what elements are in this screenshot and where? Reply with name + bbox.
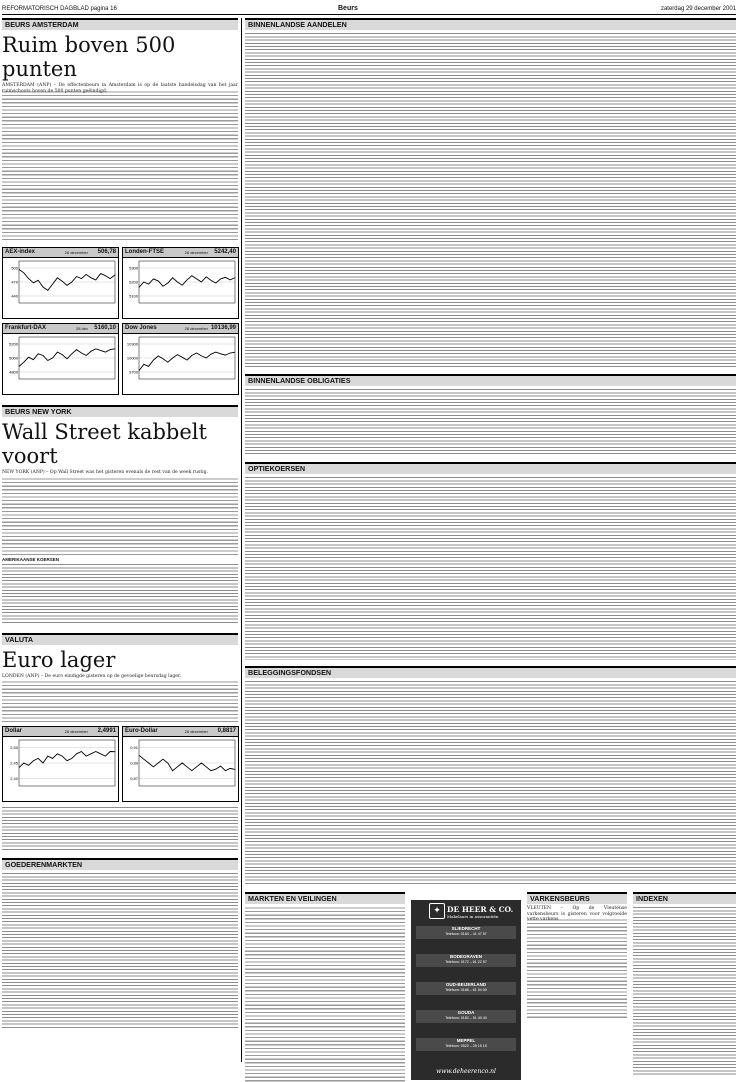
- table-goederenmarkten: [2, 872, 238, 1028]
- masthead-section: Beurs: [338, 5, 358, 12]
- y-tick-label: 440: [11, 293, 18, 299]
- indexen-column: [633, 892, 736, 1076]
- column-rule: [241, 18, 242, 1062]
- y-tick-label: 2,45: [10, 760, 18, 766]
- chart-plot: [123, 258, 238, 310]
- chart-value: 5160,10: [94, 325, 116, 331]
- chart-dax: [2, 323, 119, 395]
- ad-office-phone: Telefoon: 0184 – 41 47 57: [445, 932, 487, 936]
- chart-value: 10136,99: [210, 325, 236, 331]
- ad-office-town: GOUDA: [457, 1010, 475, 1015]
- advertisement-de-heer: [411, 900, 521, 1080]
- headline-amsterdam: Ruim boven 500 punten: [2, 33, 176, 81]
- y-tick-label: 5200: [9, 341, 18, 347]
- article-lead-varkensbeurs: VLEUTEN – Op de Vleutense varkensbeurs is gisteren voor volgroeide vette varkens: [527, 906, 627, 923]
- article-lead-amsterdam: AMSTERDAM (ANP) – De effectenbeurs in Amsterdam is op de laatste handelsdag van het jaar ruimschoots boven de 500 punten geëindigd.: [2, 83, 238, 94]
- section-goederenmarkten: GOEDERENMARKTEN: [2, 858, 238, 870]
- ad-office: [416, 954, 516, 967]
- chart-date: 28 december: [64, 250, 88, 255]
- series-line: [19, 269, 115, 290]
- chart-title: Dollar: [5, 728, 23, 735]
- right-area: [245, 18, 736, 1082]
- y-tick-label: 2,40: [10, 776, 18, 782]
- section-indexen: INDEXEN: [633, 892, 736, 904]
- chart-euro-dollar: [122, 726, 239, 802]
- section-beleggingsfondsen: BELEGGINGSFONDSEN: [245, 666, 736, 678]
- article-markten-en-veilingen: [245, 906, 405, 1082]
- ad-office: [416, 1038, 516, 1051]
- chart-value: 506,78: [97, 249, 116, 255]
- article-body-varkensbeurs: [527, 918, 627, 1018]
- ad-office: [416, 982, 516, 995]
- section-binnenlandse-aandelen: BINNENLANDSE AANDELEN: [245, 18, 736, 30]
- masthead: [2, 4, 736, 15]
- chart-aex: [2, 247, 119, 319]
- section-beurs-amsterdam: BEURS AMSTERDAM: [2, 18, 238, 30]
- chart-plot: [123, 334, 238, 386]
- ad-office-town: MEPPEL: [456, 1038, 476, 1043]
- article-body-amsterdam: [2, 90, 238, 240]
- ad-brand: DE HEER & CO.: [447, 905, 514, 914]
- y-tick-label: 9700: [129, 369, 138, 375]
- ad-website: www.deheerenco.nl: [436, 1068, 496, 1075]
- chart-date: 28 december: [64, 729, 88, 735]
- table-amerikaanse-koersen: [2, 563, 238, 625]
- table-title-amerikaanse-koersen: AMERIKAANSE KOERSEN: [2, 556, 60, 562]
- varkens-column: [527, 892, 627, 1018]
- article-lead-valuta: LONDEN (ANP) – De euro eindigde gisteren op de gevoelige beursdag lager.: [2, 673, 182, 679]
- chart-title: Londen-FTSE: [125, 249, 164, 255]
- masthead-left: REFORMATORISCH DAGBLAD pagina 16: [2, 6, 117, 12]
- headline-valuta: Euro lager: [2, 647, 116, 672]
- left-column: [2, 18, 238, 1028]
- chart-title: AEX-index: [5, 249, 36, 255]
- chart-plot: [3, 334, 118, 386]
- headline-new-york: Wall Street kabbelt voort: [2, 420, 207, 468]
- masthead-date: zaterdag 29 december 2001: [660, 6, 736, 12]
- table-indexen: [633, 906, 736, 1076]
- table-binnenlandse-obligaties: [245, 388, 736, 456]
- section-beurs-new-york: BEURS NEW YORK: [2, 405, 238, 417]
- y-tick-label: 5100: [129, 293, 138, 299]
- chart-plot: [3, 258, 118, 310]
- section-valuta: VALUTA: [2, 633, 238, 645]
- y-tick-label: 0,89: [130, 760, 138, 766]
- series-line: [139, 276, 235, 288]
- ad-office-town: SLIEDRECHT: [451, 926, 481, 931]
- ad-office-phone: Telefoon: 0182 – 51 40 40: [445, 1016, 487, 1020]
- section-varkensbeurs: VARKENSBEURS: [527, 892, 627, 904]
- y-tick-label: 5300: [129, 265, 138, 271]
- chart-dowjones: [122, 323, 239, 395]
- y-tick-label: 5200: [129, 279, 138, 285]
- y-tick-label: 4800: [9, 369, 18, 375]
- ad-office: [416, 1010, 516, 1023]
- section-binnenlandse-obligaties: BINNENLANDSE OBLIGATIES: [245, 374, 736, 386]
- article-body-new-york: [2, 477, 238, 555]
- y-tick-label: 5000: [9, 355, 18, 361]
- article-body-valuta: [2, 680, 238, 722]
- chart-ftse: [122, 247, 239, 319]
- chart-date: 28 december: [184, 729, 208, 735]
- chart-value: 2,4991: [97, 728, 116, 735]
- markten-column: [245, 892, 405, 1082]
- chart-value: 0,8817: [217, 728, 236, 735]
- y-tick-label: 0,87: [130, 776, 138, 782]
- chart-plot: [123, 737, 238, 793]
- chart-date: 28 december: [184, 250, 208, 255]
- ad-office: [416, 926, 516, 939]
- chart-value: 5242,40: [214, 249, 236, 255]
- table-binnenlandse-aandelen: [245, 32, 736, 368]
- ad-office-town: BODEGRAVEN: [450, 954, 482, 959]
- y-tick-label: 10000: [126, 355, 138, 361]
- company-logo-icon: ✦: [429, 903, 445, 919]
- series-line: [19, 752, 115, 768]
- article-lead-new-york: NEW YORK (ANP) – Op Wall Street was het gisteren evenals de rest van de week rustig.: [2, 470, 209, 475]
- y-tick-label: 500: [11, 265, 18, 271]
- ad-office-phone: Telefoon: 0186 – 61 54 00: [445, 988, 487, 992]
- chart-title: Frankfurt-DAX: [5, 325, 47, 331]
- table-beleggingsfondsen: [245, 680, 736, 886]
- section-markten-en-veilingen: MARKTEN EN VEILINGEN: [245, 892, 405, 904]
- y-tick-label: 0,91: [130, 745, 138, 751]
- chart-dollar: [2, 726, 119, 802]
- ad-office-town: OUD-BEIJERLAND: [445, 982, 487, 987]
- table-valuta: [2, 806, 238, 852]
- y-tick-label: 10300: [126, 341, 138, 347]
- chart-title: Euro-Dollar: [125, 728, 158, 735]
- table-optiekoersen: [245, 476, 736, 660]
- y-tick-label: 2,50: [10, 745, 18, 751]
- y-tick-label: 470: [11, 279, 18, 285]
- chart-date: 28 dec: [75, 326, 88, 331]
- ad-office-phone: Telefoon: 0172 – 61 22 57: [445, 960, 487, 964]
- chart-title: Dow Jones: [125, 325, 157, 331]
- section-optiekoersen: OPTIEKOERSEN: [245, 462, 736, 474]
- ad-subtitle: Makelaars in assurantiën: [447, 914, 499, 919]
- series-line: [139, 352, 235, 371]
- ad-office-phone: Telefoon: 0522 – 25 15 15: [445, 1044, 487, 1048]
- chart-plot: [3, 737, 118, 793]
- series-line: [19, 349, 115, 367]
- chart-date: 28 december: [184, 326, 208, 331]
